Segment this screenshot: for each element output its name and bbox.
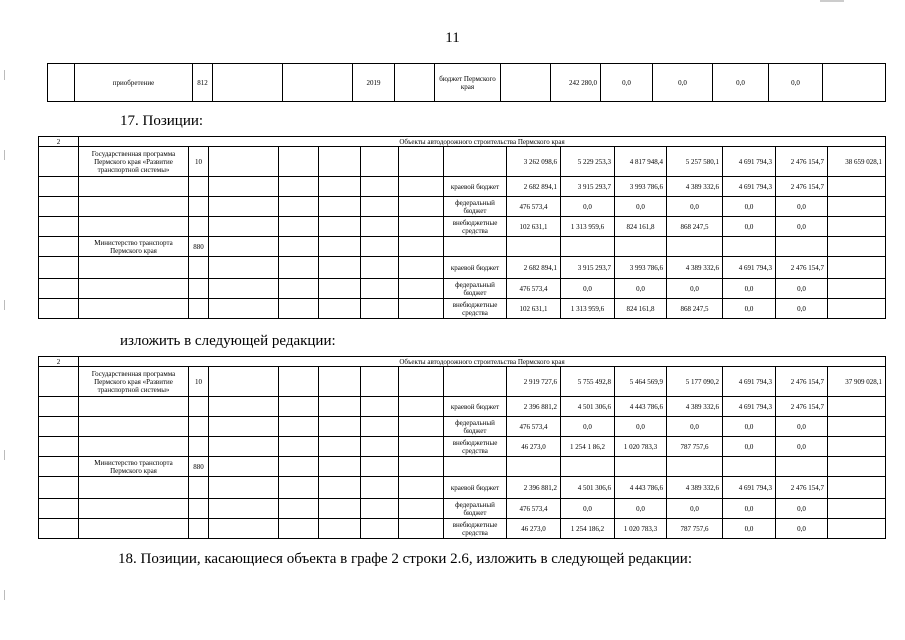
value-cell: 2 476 154,7: [776, 367, 828, 397]
table-row: [39, 197, 886, 217]
value-cell: 5 257 580,1: [667, 147, 723, 177]
value-cell: 0,0: [615, 499, 667, 519]
value-cell: 0,0: [776, 417, 828, 437]
scan-mark: [4, 150, 5, 160]
table-cell: 0,0: [713, 64, 769, 102]
value-cell: 0,0: [561, 499, 615, 519]
value-cell: 4 691 794,3: [723, 477, 776, 499]
source-label: краевой бюджет: [444, 257, 507, 279]
value-cell: 868 247,5: [667, 299, 723, 319]
program-label: Государственная программа Пермского края «Развитие транспортной системы»: [79, 147, 189, 177]
value-cell: 0,0: [723, 417, 776, 437]
table-row: [39, 137, 886, 147]
value-cell: 0,0: [615, 417, 667, 437]
source-label: внебюджетные средства: [444, 437, 507, 457]
table-cell: [213, 64, 283, 102]
total-cell: 37 909 028,1: [828, 367, 886, 397]
value-cell: 4 691 794,3: [723, 397, 776, 417]
top-row-table: [47, 63, 886, 102]
value-cell: 4 389 332,6: [667, 257, 723, 279]
table-cell: 0,0: [653, 64, 713, 102]
value-cell: 4 691 794,3: [723, 177, 776, 197]
value-cell: 0,0: [561, 197, 615, 217]
value-cell: 0,0: [776, 437, 828, 457]
value-cell: 0,0: [776, 499, 828, 519]
value-cell: 1 254 1 86,2: [561, 437, 615, 457]
value-cell: 102 631,1: [507, 299, 561, 319]
value-cell: 0,0: [776, 519, 828, 539]
table-cell: [48, 64, 75, 102]
source-label: внебюджетные средства: [444, 299, 507, 319]
table-row: [39, 437, 886, 457]
table-cell: 0,0: [601, 64, 653, 102]
table-row: [39, 237, 886, 257]
table-row: [39, 147, 886, 177]
value-cell: 5 464 569,9: [615, 367, 667, 397]
program-code: 10: [189, 367, 209, 397]
section-18-heading: 18. Позиции, касающиеся объекта в графе 2 строки 2.6, изложить в следующей редакции:: [118, 551, 692, 567]
scan-mark: [4, 300, 5, 310]
table-cell: [395, 64, 435, 102]
value-cell: 0,0: [561, 279, 615, 299]
table-cell: [279, 147, 319, 177]
table-cell: [823, 64, 886, 102]
table-cell: [39, 367, 79, 397]
value-cell: 1 020 783,3: [615, 437, 667, 457]
value-cell: 3 993 786,6: [615, 257, 667, 279]
table-row: [39, 457, 886, 477]
table-row: [39, 257, 886, 279]
table-row: [39, 499, 886, 519]
source-label: краевой бюджет: [444, 477, 507, 499]
value-cell: 4 389 332,6: [667, 177, 723, 197]
value-cell: 0,0: [723, 499, 776, 519]
scan-mark: [4, 450, 5, 460]
value-cell: 0,0: [723, 197, 776, 217]
value-cell: 0,0: [561, 417, 615, 437]
value-cell: 46 273,0: [507, 519, 561, 539]
value-cell: 5 177 090,2: [667, 367, 723, 397]
value-cell: 5 229 253,3: [561, 147, 615, 177]
value-cell: 0,0: [615, 279, 667, 299]
value-cell: 3 915 293,7: [561, 177, 615, 197]
value-cell: 476 573,4: [507, 279, 561, 299]
table-row: [39, 177, 886, 197]
table-cell: [361, 147, 399, 177]
total-cell: 38 659 028,1: [828, 147, 886, 177]
value-cell: 1 313 959,6: [561, 217, 615, 237]
table-cell: [39, 147, 79, 177]
scan-mark: [4, 590, 5, 600]
value-cell: 0,0: [723, 299, 776, 319]
source-label: федеральный бюджет: [444, 499, 507, 519]
table-cell: бюджет Пермского края: [435, 64, 501, 102]
table-cell: [399, 147, 444, 177]
edit-heading: изложить в следующей редакции:: [120, 333, 336, 349]
source-label: внебюджетные средства: [444, 519, 507, 539]
value-cell: 476 573,4: [507, 499, 561, 519]
value-cell: 787 757,6: [667, 519, 723, 539]
value-cell: 0,0: [776, 197, 828, 217]
table-row: [39, 477, 886, 499]
value-cell: 4 389 332,6: [667, 397, 723, 417]
value-cell: 2 682 894,1: [507, 177, 561, 197]
value-cell: 2 476 154,7: [776, 147, 828, 177]
source-label: краевой бюджет: [444, 397, 507, 417]
value-cell: 5 755 492,8: [561, 367, 615, 397]
value-cell: 787 757,6: [667, 437, 723, 457]
table-row: [39, 367, 886, 397]
value-cell: 0,0: [723, 217, 776, 237]
section-header: Объекты автодорожного строительства Пермского края: [79, 357, 886, 367]
value-cell: 2 919 727,6: [507, 367, 561, 397]
table-cell: приобретение: [75, 64, 193, 102]
value-cell: 0,0: [667, 279, 723, 299]
value-cell: 2 476 154,7: [776, 477, 828, 499]
value-cell: 0,0: [667, 417, 723, 437]
scan-mark: [4, 70, 5, 80]
table-row: [39, 519, 886, 539]
value-cell: 0,0: [723, 519, 776, 539]
value-cell: 4 501 306,6: [561, 397, 615, 417]
value-cell: 0,0: [776, 299, 828, 319]
new-positions-table: [38, 356, 886, 539]
value-cell: 1 254 186,2: [561, 519, 615, 539]
row-number: 2: [39, 137, 79, 147]
section-17-heading: 17. Позиции:: [120, 113, 204, 129]
table-row: [39, 397, 886, 417]
ministry-label: Министерство транспорта Пермского края: [79, 457, 189, 477]
table-cell: [209, 147, 279, 177]
table-row: [39, 299, 886, 319]
value-cell: 0,0: [776, 217, 828, 237]
value-cell: 2 476 154,7: [776, 397, 828, 417]
value-cell: 46 273,0: [507, 437, 561, 457]
value-cell: 0,0: [776, 279, 828, 299]
value-cell: 4 817 948,4: [615, 147, 667, 177]
value-cell: 476 573,4: [507, 197, 561, 217]
table-cell: 0,0: [769, 64, 823, 102]
table-row: [39, 217, 886, 237]
row-number: 2: [39, 357, 79, 367]
source-label: федеральный бюджет: [444, 279, 507, 299]
section-header: Объекты автодорожного строительства Пермского края: [79, 137, 886, 147]
value-cell: 4 389 332,6: [667, 477, 723, 499]
value-cell: 3 915 293,7: [561, 257, 615, 279]
value-cell: 868 247,5: [667, 217, 723, 237]
value-cell: 824 161,8: [615, 299, 667, 319]
table-cell: [501, 64, 551, 102]
source-label: внебюджетные средства: [444, 217, 507, 237]
value-cell: 3 993 786,6: [615, 177, 667, 197]
value-cell: 476 573,4: [507, 417, 561, 437]
value-cell: 0,0: [615, 197, 667, 217]
table-cell: 242 280,0: [551, 64, 601, 102]
value-cell: 2 396 881,2: [507, 397, 561, 417]
table-cell: 2019: [353, 64, 395, 102]
table-row: [39, 279, 886, 299]
ministry-code: 880: [189, 457, 209, 477]
program-code: 10: [189, 147, 209, 177]
program-label: Государственная программа Пермского края «Развитие транспортной системы»: [79, 367, 189, 397]
source-label: федеральный бюджет: [444, 197, 507, 217]
value-cell: 1 020 783,3: [615, 519, 667, 539]
value-cell: 3 262 098,6: [507, 147, 561, 177]
value-cell: 4 691 794,3: [723, 147, 776, 177]
value-cell: 4 691 794,3: [723, 257, 776, 279]
value-cell: 4 443 786,6: [615, 397, 667, 417]
value-cell: 4 443 786,6: [615, 477, 667, 499]
value-cell: 2 682 894,1: [507, 257, 561, 279]
table-cell: [319, 147, 361, 177]
value-cell: 4 501 306,6: [561, 477, 615, 499]
source-label: федеральный бюджет: [444, 417, 507, 437]
table-cell: [444, 147, 507, 177]
value-cell: 824 161,8: [615, 217, 667, 237]
old-positions-table: [38, 136, 886, 319]
value-cell: 2 396 881,2: [507, 477, 561, 499]
scan-mark: [820, 0, 844, 2]
table-cell: 812: [193, 64, 213, 102]
value-cell: 2 476 154,7: [776, 257, 828, 279]
value-cell: 0,0: [723, 437, 776, 457]
value-cell: 0,0: [667, 197, 723, 217]
table-row: [39, 417, 886, 437]
table-row: [48, 64, 886, 102]
value-cell: 0,0: [667, 499, 723, 519]
value-cell: 0,0: [723, 279, 776, 299]
ministry-label: Министерство транспорта Пермского края: [79, 237, 189, 257]
value-cell: 102 631,1: [507, 217, 561, 237]
ministry-code: 880: [189, 237, 209, 257]
table-row: [39, 357, 886, 367]
source-label: краевой бюджет: [444, 177, 507, 197]
table-cell: [283, 64, 353, 102]
value-cell: 4 691 794,3: [723, 367, 776, 397]
value-cell: 1 313 959,6: [561, 299, 615, 319]
value-cell: 2 476 154,7: [776, 177, 828, 197]
page-number: 11: [445, 30, 460, 46]
